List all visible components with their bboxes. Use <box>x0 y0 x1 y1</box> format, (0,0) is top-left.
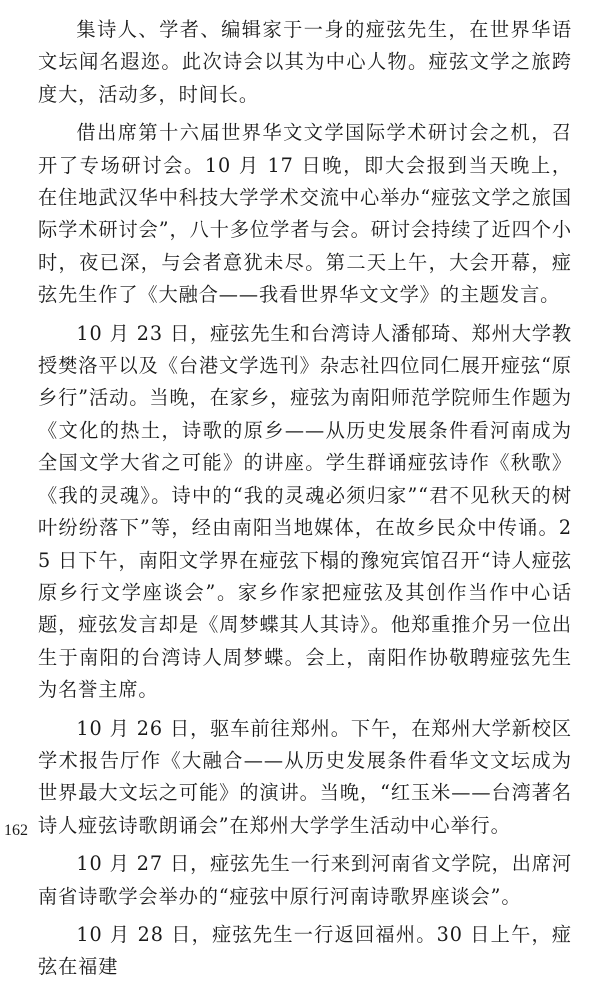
paragraph-wuhan-symposium: 借出席第十六届世界华文文学国际学术研讨会之机，召开了专场研讨会。10 月 17 日晚，即大会报到当天晚上，在住地武汉华中科技大学学术交流中心举办“痖弦文学之旅国际学术研讨会”，八十多位学者与会。研讨会持续了近四个小时，夜已深，与会者意犹未尽。第二天上午，大会开幕，痖弦先生作了《大融合——我看世界华文文学》的主题发言。 <box>38 121 572 307</box>
paragraph-zhengzhou: 10 月 26 日，驱车前往郑州。下午，在郑州大学新校区学术报告厅作《大融合——从历史发展条件看华文文坛成为世界最大文坛之可能》的演讲。当晚，“红玉米——台湾著名诗人痖弦诗歌朗诵会”在郑州大学学生活动中心举行。 <box>38 716 572 837</box>
paragraph-intro: 集诗人、学者、编辑家于一身的痖弦先生，在世界华语文坛闻名遐迩。此次诗会以其为中心人物。痖弦文学之旅跨度大，活动多，时间长。 <box>38 18 572 106</box>
document-body <box>38 14 572 990</box>
paragraph-return-fuzhou: 10 月 28 日，痖弦先生一行返回福州。30 日上午，痖弦在福建 <box>38 922 572 979</box>
paragraph-henan-academy: 10 月 27 日，痖弦先生一行来到河南省文学院，出席河南省诗歌学会举办的“痖弦中原行河南诗歌界座谈会”。 <box>38 852 572 908</box>
paragraph-hometown-visit: 10 月 23 日，痖弦先生和台湾诗人潘郁琦、郑州大学教授樊洛平以及《台港文学选刊》杂志社四位同仁展开痖弦“原乡行”活动。当晚，在家乡，痖弦为南阳师范学院师生作题为《文化的热土，诗歌的原乡——从历史发展条件看河南成为全国文学大省之可能》的讲座。学生群诵痖弦诗作《秋歌》《我的灵魂》。诗中的“我的灵魂必须归家”“君不见秋天的树叶纷纷落下”等，经由南阳当地媒体，在故乡民众中传诵。25 日下午，南阳文学界在痖弦下榻的豫宛宾馆召开“诗人痖弦原乡行文学座谈会”。家乡作家把痖弦及其创作当作中心话题，痖弦发言却是《周梦蝶其人其诗》。他郑重推介另一位出生于南阳的台湾诗人周梦蝶。会上，南阳作协敬聘痖弦先生为名誉主席。 <box>38 321 572 702</box>
page-number: 162 <box>4 822 28 839</box>
